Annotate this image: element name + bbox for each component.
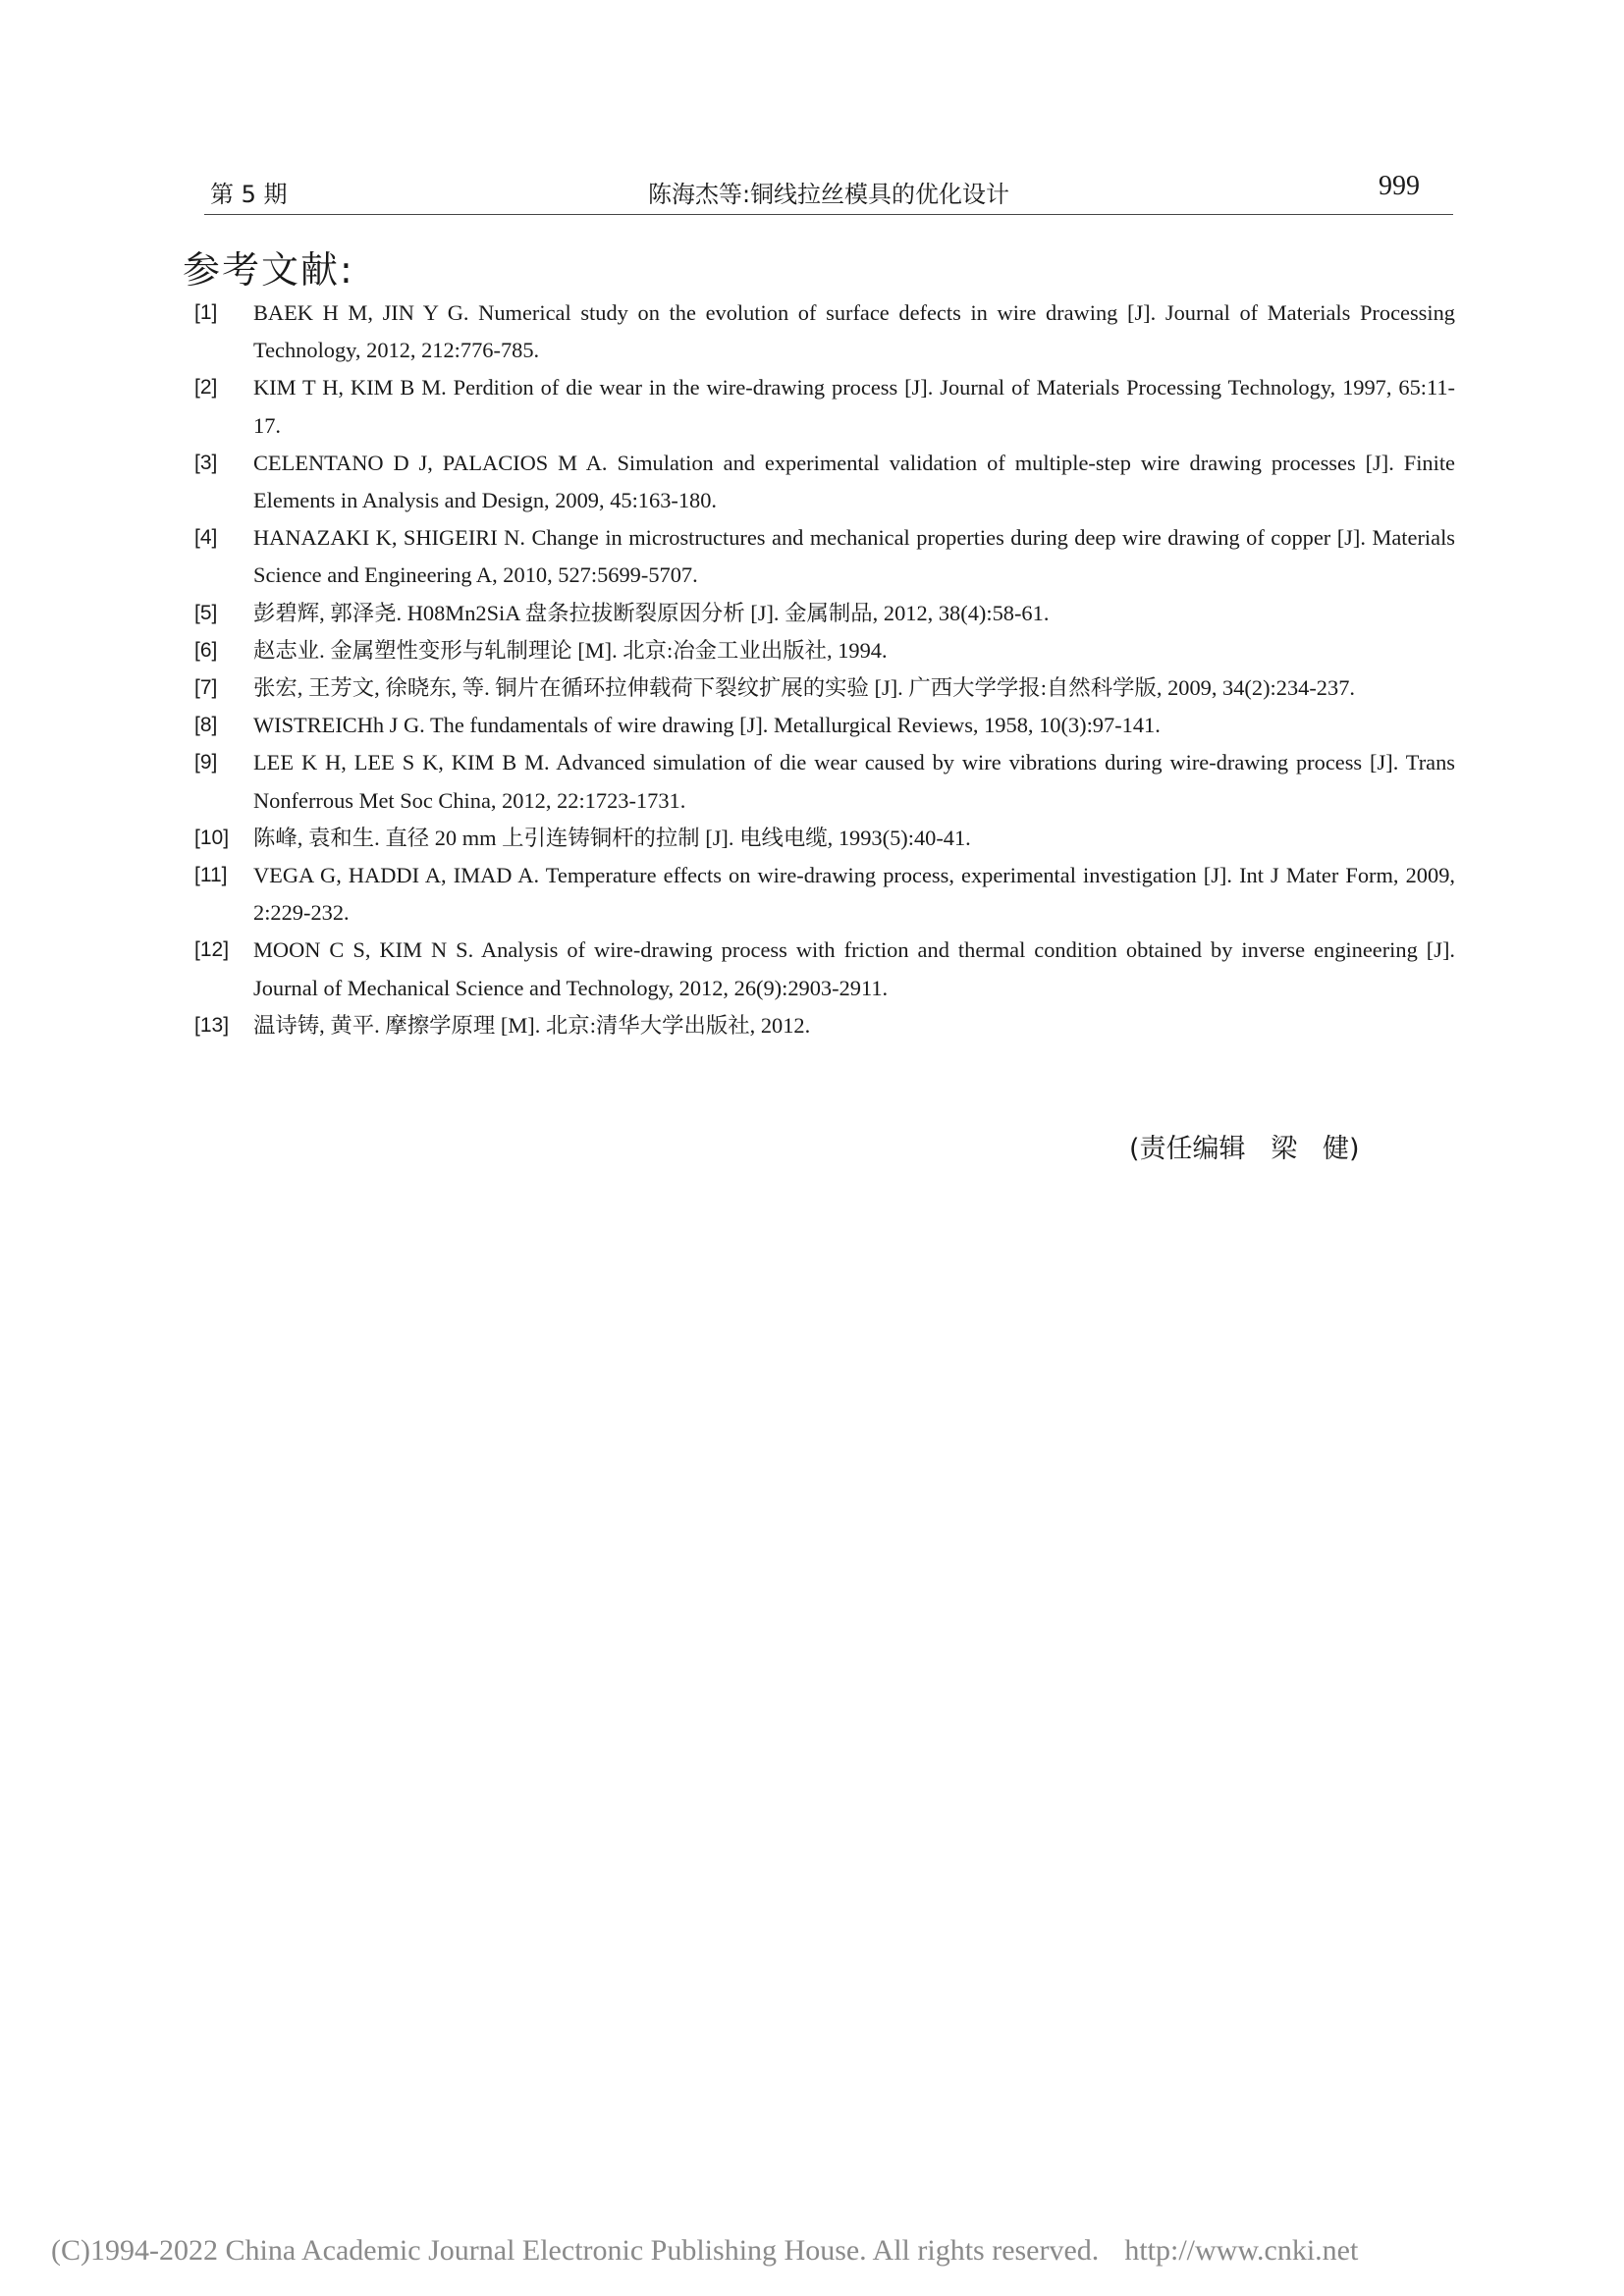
running-header xyxy=(204,169,1453,215)
copyright-footer xyxy=(51,2234,1358,2268)
reference-text: CELENTANO D J, PALACIOS M A. Simulation and experimental validation of multiple-step wire drawing processes [J]. Finite Elements in Analysis and Design, 2009, 45:163-180. xyxy=(253,450,1455,513)
reference-item xyxy=(194,595,1455,632)
issue-label: 第 5 期 xyxy=(210,181,288,208)
reference-number: [7] xyxy=(194,676,218,700)
reference-item xyxy=(194,857,1455,932)
reference-text: LEE K H, LEE S K, KIM B M. Advanced simulation of die wear caused by wire vibrations during wire-drawing process [J]. Trans Nonferrous Met Soc China, 2012, 22:1723-1731. xyxy=(253,750,1455,813)
reference-list xyxy=(194,294,1455,1044)
reference-text: HANAZAKI K, SHIGEIRI N. Change in microstructures and mechanical properties during deep wire drawing of copper [J]. Materials Science and Engineering A, 2010, 527:5699-5707. xyxy=(253,525,1455,588)
reference-number: [4] xyxy=(194,526,218,550)
reference-number: [11] xyxy=(194,864,228,887)
page-number: 999 xyxy=(1379,171,1420,201)
reference-number: [9] xyxy=(194,751,218,774)
reference-number: [10] xyxy=(194,826,230,849)
reference-item xyxy=(194,445,1455,519)
reference-text: 陈峰, 袁和生. 直径 20 mm 上引连铸铜杆的拉制 [J]. 电线电缆, 1993(5):40-41. xyxy=(253,825,971,850)
reference-text: KIM T H, KIM B M. Perdition of die wear in the wire-drawing process [J]. Journal of Materials Processing Technology, 1997, 65:11-17. xyxy=(253,375,1455,438)
reference-number: [2] xyxy=(194,376,218,400)
reference-item xyxy=(194,820,1455,857)
reference-item xyxy=(194,744,1455,819)
reference-item xyxy=(194,669,1455,707)
reference-number: [12] xyxy=(194,938,230,962)
reference-number: [1] xyxy=(194,301,218,324)
reference-number: [8] xyxy=(194,714,218,737)
copyright-text: (C)1994-2022 China Academic Journal Electronic Publishing House. All rights reserved. xyxy=(51,2234,1100,2267)
reference-text: 温诗铸, 黄平. 摩擦学原理 [M]. 北京:清华大学出版社, 2012. xyxy=(253,1012,811,1038)
reference-text: 赵志业. 金属塑性变形与轧制理论 [M]. 北京:冶金工业出版社, 1994. xyxy=(253,637,888,663)
running-title: 陈海杰等:铜线拉丝模具的优化设计 xyxy=(647,181,1010,208)
reference-item xyxy=(194,707,1455,744)
reference-number: [5] xyxy=(194,601,218,624)
reference-text: 张宏, 王芳文, 徐晓东, 等. 铜片在循环拉伸载荷下裂纹扩展的实验 [J]. 广西大学学报:自然科学版, 2009, 34(2):234-237. xyxy=(253,675,1355,701)
reference-text: 彭碧辉, 郭泽尧. H08Mn2SiA 盘条拉拔断裂原因分析 [J]. 金属制品, 2012, 38(4):58-61. xyxy=(253,600,1050,625)
reference-item xyxy=(194,294,1455,369)
reference-text: VEGA G, HADDI A, IMAD A. Temperature effects on wire-drawing process, experimental investigation [J]. Int J Mater Form, 2009, 2:229-232. xyxy=(253,863,1455,926)
reference-number: [3] xyxy=(194,451,218,474)
references-heading: 参考文献: xyxy=(183,248,354,292)
responsible-editor: (责任编辑 梁 健) xyxy=(1129,1134,1360,1164)
website-url: http://www.cnki.net xyxy=(1124,2234,1359,2267)
reference-number: [13] xyxy=(194,1013,230,1037)
reference-number: [6] xyxy=(194,638,218,662)
reference-item xyxy=(194,932,1455,1006)
reference-text: BAEK H M, JIN Y G. Numerical study on the evolution of surface defects in wire drawing [J]. Journal of Materials Processing Technology, 2012, 212:776-785. xyxy=(253,300,1455,363)
reference-item xyxy=(194,519,1455,594)
reference-item xyxy=(194,369,1455,444)
reference-item xyxy=(194,1007,1455,1044)
reference-item xyxy=(194,632,1455,669)
reference-text: MOON C S, KIM N S. Analysis of wire-drawing process with friction and thermal condition obtained by inverse engineering [J]. Journal of Mechanical Science and Technology, 2012, 26(9):2903-2911. xyxy=(253,937,1455,1000)
reference-text: WISTREICHh J G. The fundamentals of wire drawing [J]. Metallurgical Reviews, 1958, 10(3):97-141. xyxy=(253,713,1161,738)
